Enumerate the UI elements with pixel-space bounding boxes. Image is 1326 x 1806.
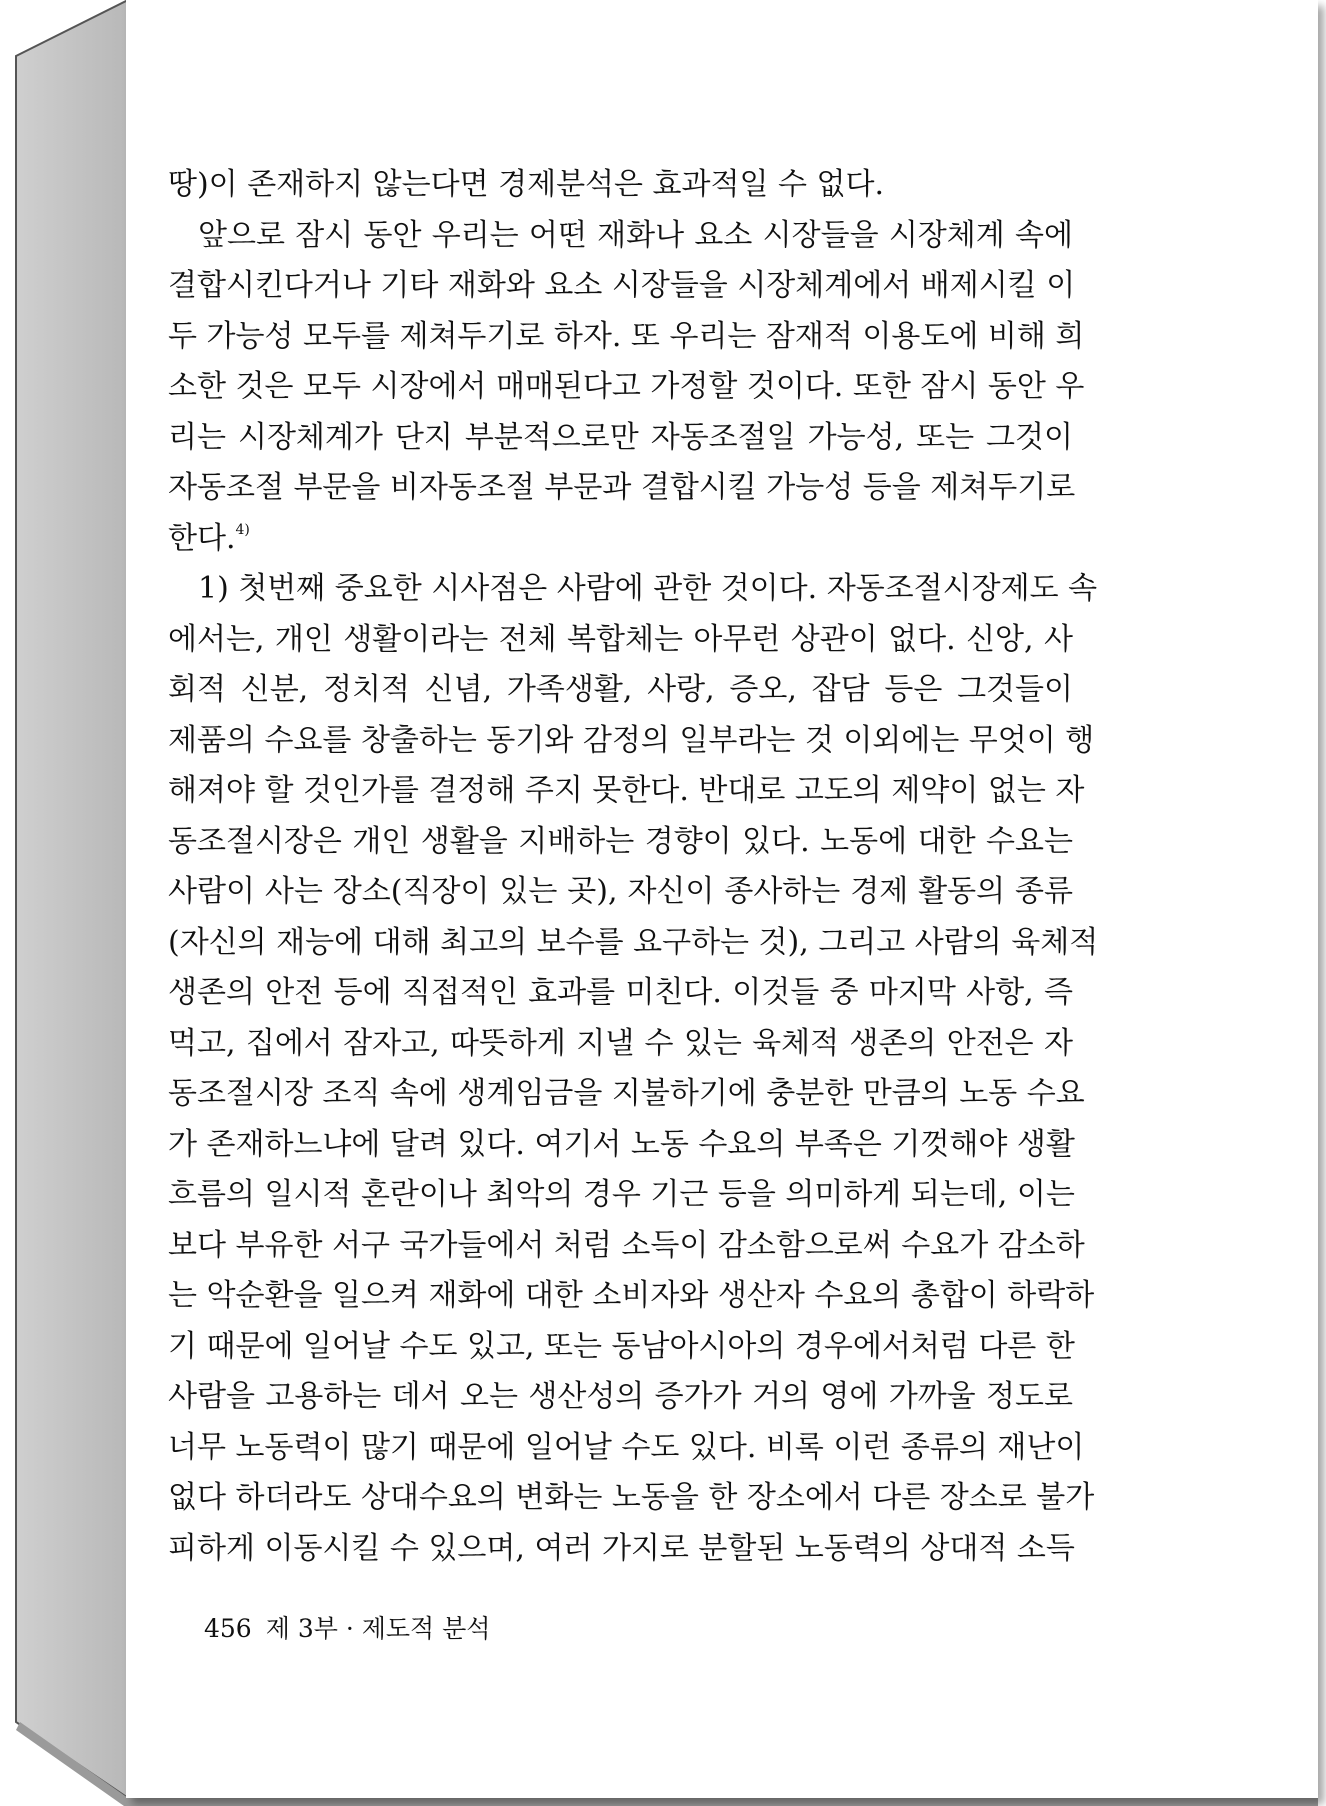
text-line-content: 피하게 이동시킬 수 있으며, 여러 가지로 분할된 노동력의 상대적 소득 xyxy=(168,1530,1075,1566)
text-line-content: 결합시킨다거나 기타 재화와 요소 시장들을 시장체계에서 배제시킬 이 xyxy=(168,268,1076,303)
text-line xyxy=(168,564,1098,615)
text-line xyxy=(168,716,1095,767)
text-line-content: 동조절시장 조직 속에 생계임금을 지불하기에 충분한 만큼의 노동 수요 xyxy=(168,1076,1085,1111)
text-line xyxy=(168,968,1073,1019)
text-line xyxy=(168,1019,1073,1070)
text-line xyxy=(168,514,1073,565)
text-line xyxy=(168,766,1085,817)
text-line-content: 먹고, 집에서 잠자고, 따뜻하게 지낼 수 있는 육체적 생존의 안전은 자 xyxy=(168,1025,1073,1061)
text-line-content: 자동조절 부문을 비자동조절 부문과 결합시킬 가능성 등을 제쳐두기로 xyxy=(168,470,1076,505)
text-line-content: 너무 노동력이 많기 때문에 일어날 수도 있다. 비록 이런 종류의 재난이 xyxy=(168,1429,1085,1465)
text-line xyxy=(168,1221,1085,1272)
text-line-content: 흐름의 일시적 혼란이나 최악의 경우 기근 등을 의미하게 되는데, 이는 xyxy=(168,1177,1075,1212)
text-line-content: 앞으로 잠시 동안 우리는 어떤 재화나 요소 시장들을 시장체계 속에 xyxy=(198,217,1073,253)
text-line xyxy=(168,1271,1095,1322)
text-line xyxy=(168,1170,1073,1221)
text-line-content: 는 악순환을 일으켜 재화에 대한 소비자와 생산자 수요의 총합이 하락하 xyxy=(168,1278,1095,1313)
text-line-content: 해져야 할 것인가를 결정해 주지 못한다. 반대로 고도의 제약이 없는 자 xyxy=(168,773,1085,808)
text-line-content: 가 존재하느냐에 달려 있다. 여기서 노동 수요의 부족은 기껏해야 생활 xyxy=(168,1126,1075,1162)
text-line-content: 소한 것은 모두 시장에서 매매된다고 가정할 것이다. 또한 잠시 동안 우 xyxy=(168,369,1085,404)
text-line-content: 제품의 수요를 창출하는 동기와 감정의 일부라는 것 이외에는 무엇이 행 xyxy=(168,722,1095,758)
text-line-content: 동조절시장은 개인 생활을 지배하는 경향이 있다. 노동에 대한 수요는 xyxy=(168,823,1073,859)
text-line-content: 1) 첫번째 중요한 시사점은 사람에 관한 것이다. 자동조절시장제도 속 xyxy=(198,571,1098,606)
page-number: 456 xyxy=(204,1614,252,1643)
text-line-content: 사람이 사는 장소(직장이 있는 곳), 자신이 종사하는 경제 활동의 종류 xyxy=(168,874,1073,909)
text-line-content: 없다 하더라도 상대수요의 변화는 노동을 한 장소에서 다른 장소로 불가 xyxy=(168,1480,1095,1515)
text-line xyxy=(168,1120,1073,1171)
text-line xyxy=(168,817,1073,868)
text-line xyxy=(168,1322,1073,1373)
text-line-content: (자신의 재능에 대해 최고의 보수를 요구하는 것), 그리고 사람의 육체적 xyxy=(168,924,1099,960)
text-line xyxy=(168,615,1073,666)
text-line xyxy=(168,1473,1095,1524)
text-line xyxy=(168,463,1076,514)
text-line-content: 두 가능성 모두를 제쳐두기로 하자. 또 우리는 잠재적 이용도에 비해 희 xyxy=(168,318,1085,354)
footnote-marker: 4) xyxy=(235,521,250,538)
text-line xyxy=(168,1524,1073,1575)
text-line xyxy=(168,261,1076,312)
text-line-content: 에서는, 개인 생활이라는 전체 복합체는 아무런 상관이 없다. 신앙, 사 xyxy=(168,621,1073,657)
text-line-content: 기 때문에 일어날 수도 있고, 또는 동남아시아의 경우에서처럼 다른 한 xyxy=(168,1328,1075,1364)
text-line-content: 한다. xyxy=(168,520,236,556)
running-title: 제 3부 · 제도적 분석 xyxy=(265,1614,491,1643)
text-line-content: 회적 신분, 정치적 신념, 가족생활, 사랑, 증오, 잡담 등은 그것들이 xyxy=(168,672,1073,707)
page-footer xyxy=(204,1609,490,1645)
text-line-content: 땅)이 존재하지 않는다면 경제분석은 효과적일 수 없다. xyxy=(168,167,885,202)
text-line xyxy=(168,1069,1085,1120)
text-line xyxy=(168,1372,1073,1423)
text-line xyxy=(168,160,1073,211)
text-line xyxy=(168,918,1099,969)
text-line-content: 리는 시장체계가 단지 부분적으로만 자동조절일 가능성, 또는 그것이 xyxy=(168,419,1073,455)
body-text xyxy=(168,160,1099,1574)
text-line-content: 보다 부유한 서구 국가들에서 처럼 소득이 감소함으로써 수요가 감소하 xyxy=(168,1227,1085,1263)
text-line xyxy=(168,867,1073,918)
text-line xyxy=(168,312,1085,363)
text-line xyxy=(168,362,1085,413)
text-line xyxy=(168,413,1073,464)
text-line xyxy=(168,665,1073,716)
text-line xyxy=(168,1423,1085,1474)
text-line xyxy=(168,211,1073,262)
text-line-content: 생존의 안전 등에 직접적인 효과를 미친다. 이것들 중 마지막 사항, 즉 xyxy=(168,975,1073,1010)
text-line-content: 사람을 고용하는 데서 오는 생산성의 증가가 거의 영에 가까울 정도로 xyxy=(168,1379,1073,1414)
